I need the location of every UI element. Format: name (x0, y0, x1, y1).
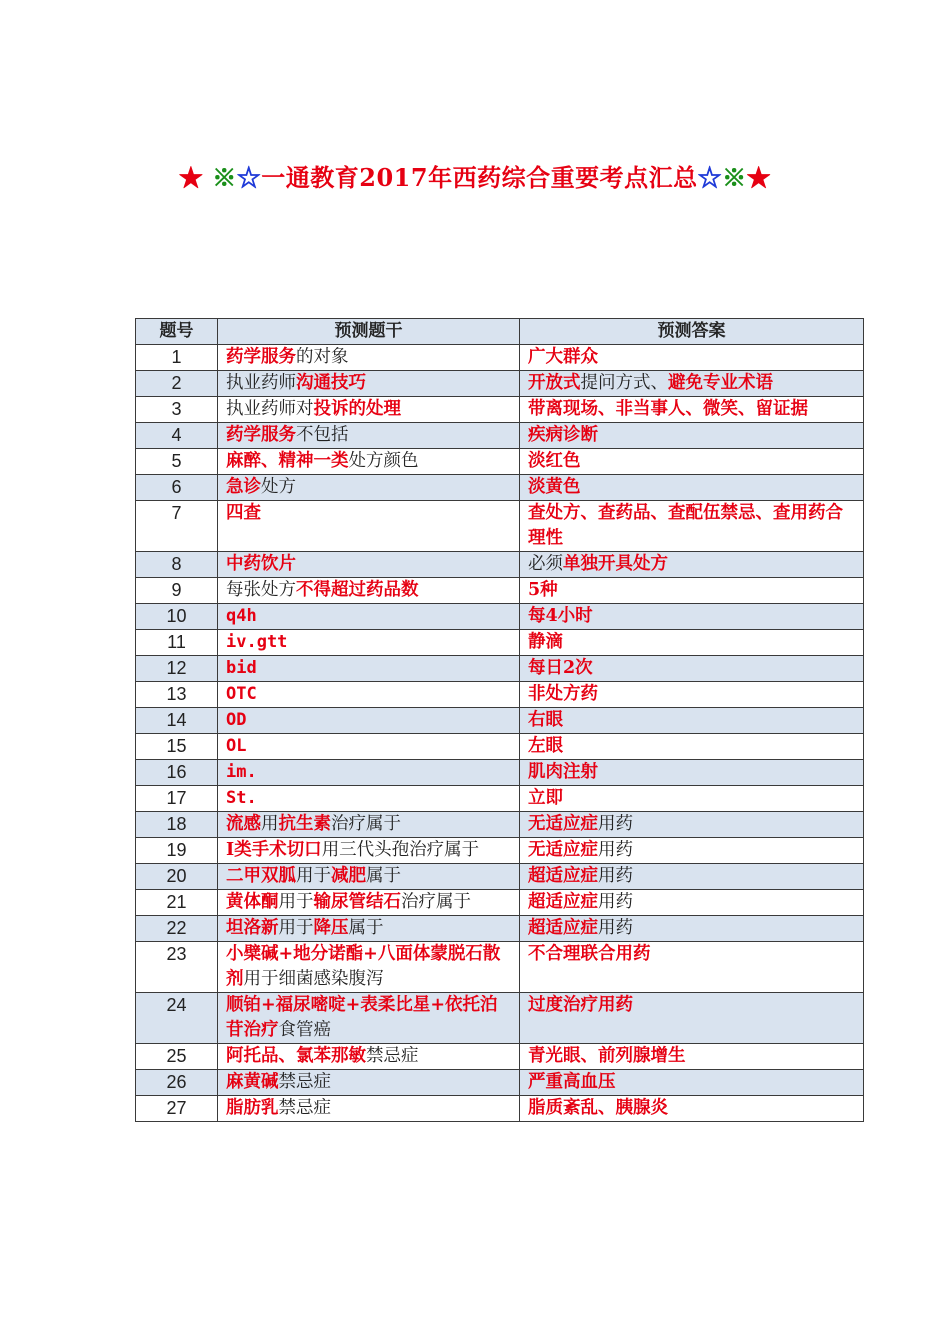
row-answer (520, 838, 864, 864)
title-left-symbols (179, 163, 261, 192)
row-answer (520, 475, 864, 501)
row-answer (520, 1070, 864, 1096)
row-question (218, 864, 520, 890)
highlight-text: 单独开具处方 (563, 554, 668, 574)
row-question (218, 552, 520, 578)
row-number: 17 (136, 786, 218, 812)
table-row (136, 423, 864, 449)
row-question (218, 734, 520, 760)
row-answer (520, 397, 864, 423)
row-number: 5 (136, 449, 218, 475)
row-answer (520, 345, 864, 371)
highlight-text: 沟通技巧 (296, 373, 366, 393)
plain-text: 用药 (598, 866, 633, 886)
table-row (136, 838, 864, 864)
row-answer (520, 942, 864, 993)
plain-text: 执业药师 (226, 373, 296, 393)
table-row (136, 1096, 864, 1122)
row-question (218, 942, 520, 993)
exam-points-table (135, 318, 864, 1122)
row-number: 1 (136, 345, 218, 371)
row-number: 9 (136, 578, 218, 604)
highlight-text: 中药饮片 (226, 554, 296, 574)
highlight-text: 5种 (528, 580, 558, 600)
title-text: 一通教育2017年西药综合重要考点汇总 (261, 163, 698, 192)
row-answer (520, 630, 864, 656)
plain-text: 用于 (278, 892, 314, 912)
plain-text: 执业药师对 (226, 399, 314, 419)
row-question (218, 397, 520, 423)
highlight-text: 投诉的处理 (313, 399, 401, 419)
plain-text: 用于 (278, 918, 314, 938)
row-number: 14 (136, 708, 218, 734)
row-number: 23 (136, 942, 218, 993)
highlight-text: Ⅰ类手术切口 (226, 840, 322, 860)
row-question (218, 345, 520, 371)
plain-text: 属于 (348, 918, 384, 938)
highlight-text: 开放式 (528, 373, 581, 393)
row-answer (520, 449, 864, 475)
row-number: 25 (136, 1044, 218, 1070)
highlight-text: 药学服务 (226, 425, 296, 445)
row-number: 12 (136, 656, 218, 682)
highlight-text: 查处方、查药品、查配伍禁忌、查用药合理性 (528, 503, 843, 548)
highlight-text: 广大群众 (528, 347, 598, 367)
table-row (136, 993, 864, 1044)
table-row (136, 552, 864, 578)
highlight-text: 淡黄色 (528, 477, 581, 497)
row-answer (520, 708, 864, 734)
table-row (136, 475, 864, 501)
title-right-symbols (698, 163, 772, 192)
table-row (136, 604, 864, 630)
plain-text: 禁忌症 (366, 1046, 419, 1066)
title-left-symbol-2: ☆ (236, 163, 262, 192)
row-question (218, 812, 520, 838)
highlight-text: OL (226, 736, 247, 756)
row-number: 24 (136, 993, 218, 1044)
row-question (218, 890, 520, 916)
table-row (136, 786, 864, 812)
row-question (218, 449, 520, 475)
title-right-symbol-1: ※ (722, 163, 747, 192)
highlight-text: 静滴 (528, 632, 563, 652)
highlight-text: St. (226, 788, 257, 808)
highlight-text: 不合理联合用药 (528, 944, 651, 964)
row-answer (520, 786, 864, 812)
highlight-text: 非处方药 (528, 684, 598, 704)
row-question (218, 475, 520, 501)
highlight-text: 严重高血压 (528, 1072, 616, 1092)
header-number: 题号 (136, 319, 218, 345)
plain-text: 用药 (598, 892, 633, 912)
table-row (136, 734, 864, 760)
table-row (136, 345, 864, 371)
table-header-row (136, 319, 864, 345)
row-question (218, 578, 520, 604)
highlight-text: 左眼 (528, 736, 563, 756)
plain-text: 每张处方 (226, 580, 296, 600)
highlight-text: q4h (226, 606, 257, 626)
row-question (218, 916, 520, 942)
plain-text: 处方颜色 (348, 451, 419, 471)
table-row (136, 449, 864, 475)
plain-text: 用 (261, 814, 279, 834)
highlight-text: 黄体酮 (226, 892, 279, 912)
highlight-text: 每4小时 (528, 606, 593, 626)
table-row (136, 630, 864, 656)
row-number: 3 (136, 397, 218, 423)
row-number: 13 (136, 682, 218, 708)
row-answer (520, 656, 864, 682)
highlight-text: 带离现场、非当事人、微笑、留证据 (528, 399, 808, 419)
highlight-text: 药学服务 (226, 347, 296, 367)
row-answer (520, 734, 864, 760)
row-number: 2 (136, 371, 218, 397)
highlight-text: 超适应症 (528, 892, 598, 912)
highlight-text: 超适应症 (528, 918, 598, 938)
row-question (218, 1044, 520, 1070)
highlight-text: 无适应症 (528, 840, 598, 860)
plain-text: 禁忌症 (278, 1072, 331, 1092)
row-answer (520, 1096, 864, 1122)
title-left-symbol-1: ※ (203, 163, 237, 192)
row-number: 19 (136, 838, 218, 864)
plain-text: 用于细菌感染腹泻 (243, 969, 384, 989)
row-answer (520, 812, 864, 838)
plain-text: 用三代头孢治疗属于 (321, 840, 480, 860)
row-question (218, 708, 520, 734)
row-question (218, 501, 520, 552)
row-answer (520, 578, 864, 604)
highlight-text: 超适应症 (528, 866, 598, 886)
plain-text: 用药 (598, 814, 633, 834)
highlight-text: 减肥 (331, 866, 366, 886)
highlight-text: 每日2次 (528, 658, 593, 678)
table-row (136, 656, 864, 682)
highlight-text: im. (226, 762, 257, 782)
plain-text: 必须 (528, 554, 563, 574)
row-number: 18 (136, 812, 218, 838)
highlight-text: 肌肉注射 (528, 762, 598, 782)
row-number: 11 (136, 630, 218, 656)
table-row (136, 1044, 864, 1070)
highlight-text: 麻黄碱 (226, 1072, 279, 1092)
row-answer (520, 371, 864, 397)
table-row (136, 760, 864, 786)
row-answer (520, 890, 864, 916)
highlight-text: 立即 (528, 788, 563, 808)
table-row (136, 371, 864, 397)
highlight-text: 抗生素 (278, 814, 331, 834)
highlight-text: 降压 (313, 918, 349, 938)
highlight-text: iv.gtt (226, 632, 288, 652)
row-number: 16 (136, 760, 218, 786)
plain-text: 治疗属于 (401, 892, 471, 912)
row-answer (520, 993, 864, 1044)
plain-text: 用药 (598, 840, 633, 860)
row-question (218, 786, 520, 812)
highlight-text: 疾病诊断 (528, 425, 598, 445)
table-row (136, 1070, 864, 1096)
highlight-text: 四查 (226, 503, 261, 523)
plain-text: 禁忌症 (278, 1098, 331, 1118)
highlight-text: 青光眼、前列腺增生 (528, 1046, 686, 1066)
highlight-text: 脂肪乳 (226, 1098, 279, 1118)
row-answer (520, 864, 864, 890)
highlight-text: 避免专业术语 (668, 373, 773, 393)
table-row (136, 864, 864, 890)
highlight-text: 麻醉、精神一类 (226, 451, 349, 471)
highlight-text: 过度治疗用药 (528, 995, 633, 1015)
header-question: 预测题干 (218, 319, 520, 345)
row-number: 4 (136, 423, 218, 449)
highlight-text: OTC (226, 684, 257, 704)
row-number: 27 (136, 1096, 218, 1122)
plain-text: 治疗属于 (331, 814, 401, 834)
highlight-text: 淡红色 (528, 451, 581, 471)
row-answer (520, 916, 864, 942)
highlight-text: OD (226, 710, 247, 730)
plain-text: 不包括 (296, 425, 349, 445)
table-row (136, 812, 864, 838)
plain-text: 的对象 (296, 347, 349, 367)
highlight-text: bid (226, 658, 257, 678)
table-row (136, 890, 864, 916)
highlight-text: 不得超过药品数 (296, 580, 419, 600)
highlight-text: 急诊 (226, 477, 261, 497)
table-row (136, 682, 864, 708)
plain-text: 用于 (296, 866, 331, 886)
row-question (218, 371, 520, 397)
row-number: 6 (136, 475, 218, 501)
row-number: 22 (136, 916, 218, 942)
highlight-text: 顺铂+福尿嘧啶+表柔比星+依托泊苷治疗 (226, 995, 498, 1040)
row-question (218, 760, 520, 786)
title-left-symbol-0: ★ (178, 163, 204, 192)
row-question (218, 604, 520, 630)
highlight-text: 二甲双胍 (226, 866, 296, 886)
row-answer (520, 682, 864, 708)
plain-text: 食管癌 (278, 1020, 331, 1040)
row-question (218, 682, 520, 708)
row-number: 10 (136, 604, 218, 630)
highlight-text: 脂质紊乱、胰腺炎 (528, 1098, 668, 1118)
row-question (218, 423, 520, 449)
table-row (136, 578, 864, 604)
row-question (218, 656, 520, 682)
title-right-symbol-2: ★ (746, 163, 772, 192)
row-question (218, 630, 520, 656)
highlight-text: 阿托品、氯苯那敏 (226, 1046, 366, 1066)
title-right-symbol-0: ☆ (697, 163, 723, 192)
page-title (0, 158, 950, 193)
table-row (136, 501, 864, 552)
table-row (136, 942, 864, 993)
row-number: 15 (136, 734, 218, 760)
row-number: 7 (136, 501, 218, 552)
table-row (136, 708, 864, 734)
highlight-text: 流感 (226, 814, 261, 834)
table-row (136, 916, 864, 942)
highlight-text: 无适应症 (528, 814, 598, 834)
row-question (218, 1096, 520, 1122)
row-question (218, 1070, 520, 1096)
plain-text: 属于 (366, 866, 401, 886)
table-body (136, 345, 864, 1122)
header-answer: 预测答案 (520, 319, 864, 345)
row-question (218, 838, 520, 864)
highlight-text: 右眼 (528, 710, 563, 730)
row-answer (520, 760, 864, 786)
row-answer (520, 552, 864, 578)
highlight-text: 输尿管结石 (313, 892, 401, 912)
row-number: 20 (136, 864, 218, 890)
row-number: 26 (136, 1070, 218, 1096)
row-question (218, 993, 520, 1044)
plain-text: 处方 (261, 477, 296, 497)
row-number: 21 (136, 890, 218, 916)
highlight-text: 坦洛新 (226, 918, 279, 938)
row-answer (520, 501, 864, 552)
row-number: 8 (136, 552, 218, 578)
highlight-text: 小檗碱+地分诺酯+八面体蒙脱石散剂 (226, 944, 501, 989)
plain-text: 提问方式、 (580, 373, 668, 393)
row-answer (520, 1044, 864, 1070)
row-answer (520, 423, 864, 449)
table-row (136, 397, 864, 423)
row-answer (520, 604, 864, 630)
plain-text: 用药 (598, 918, 633, 938)
